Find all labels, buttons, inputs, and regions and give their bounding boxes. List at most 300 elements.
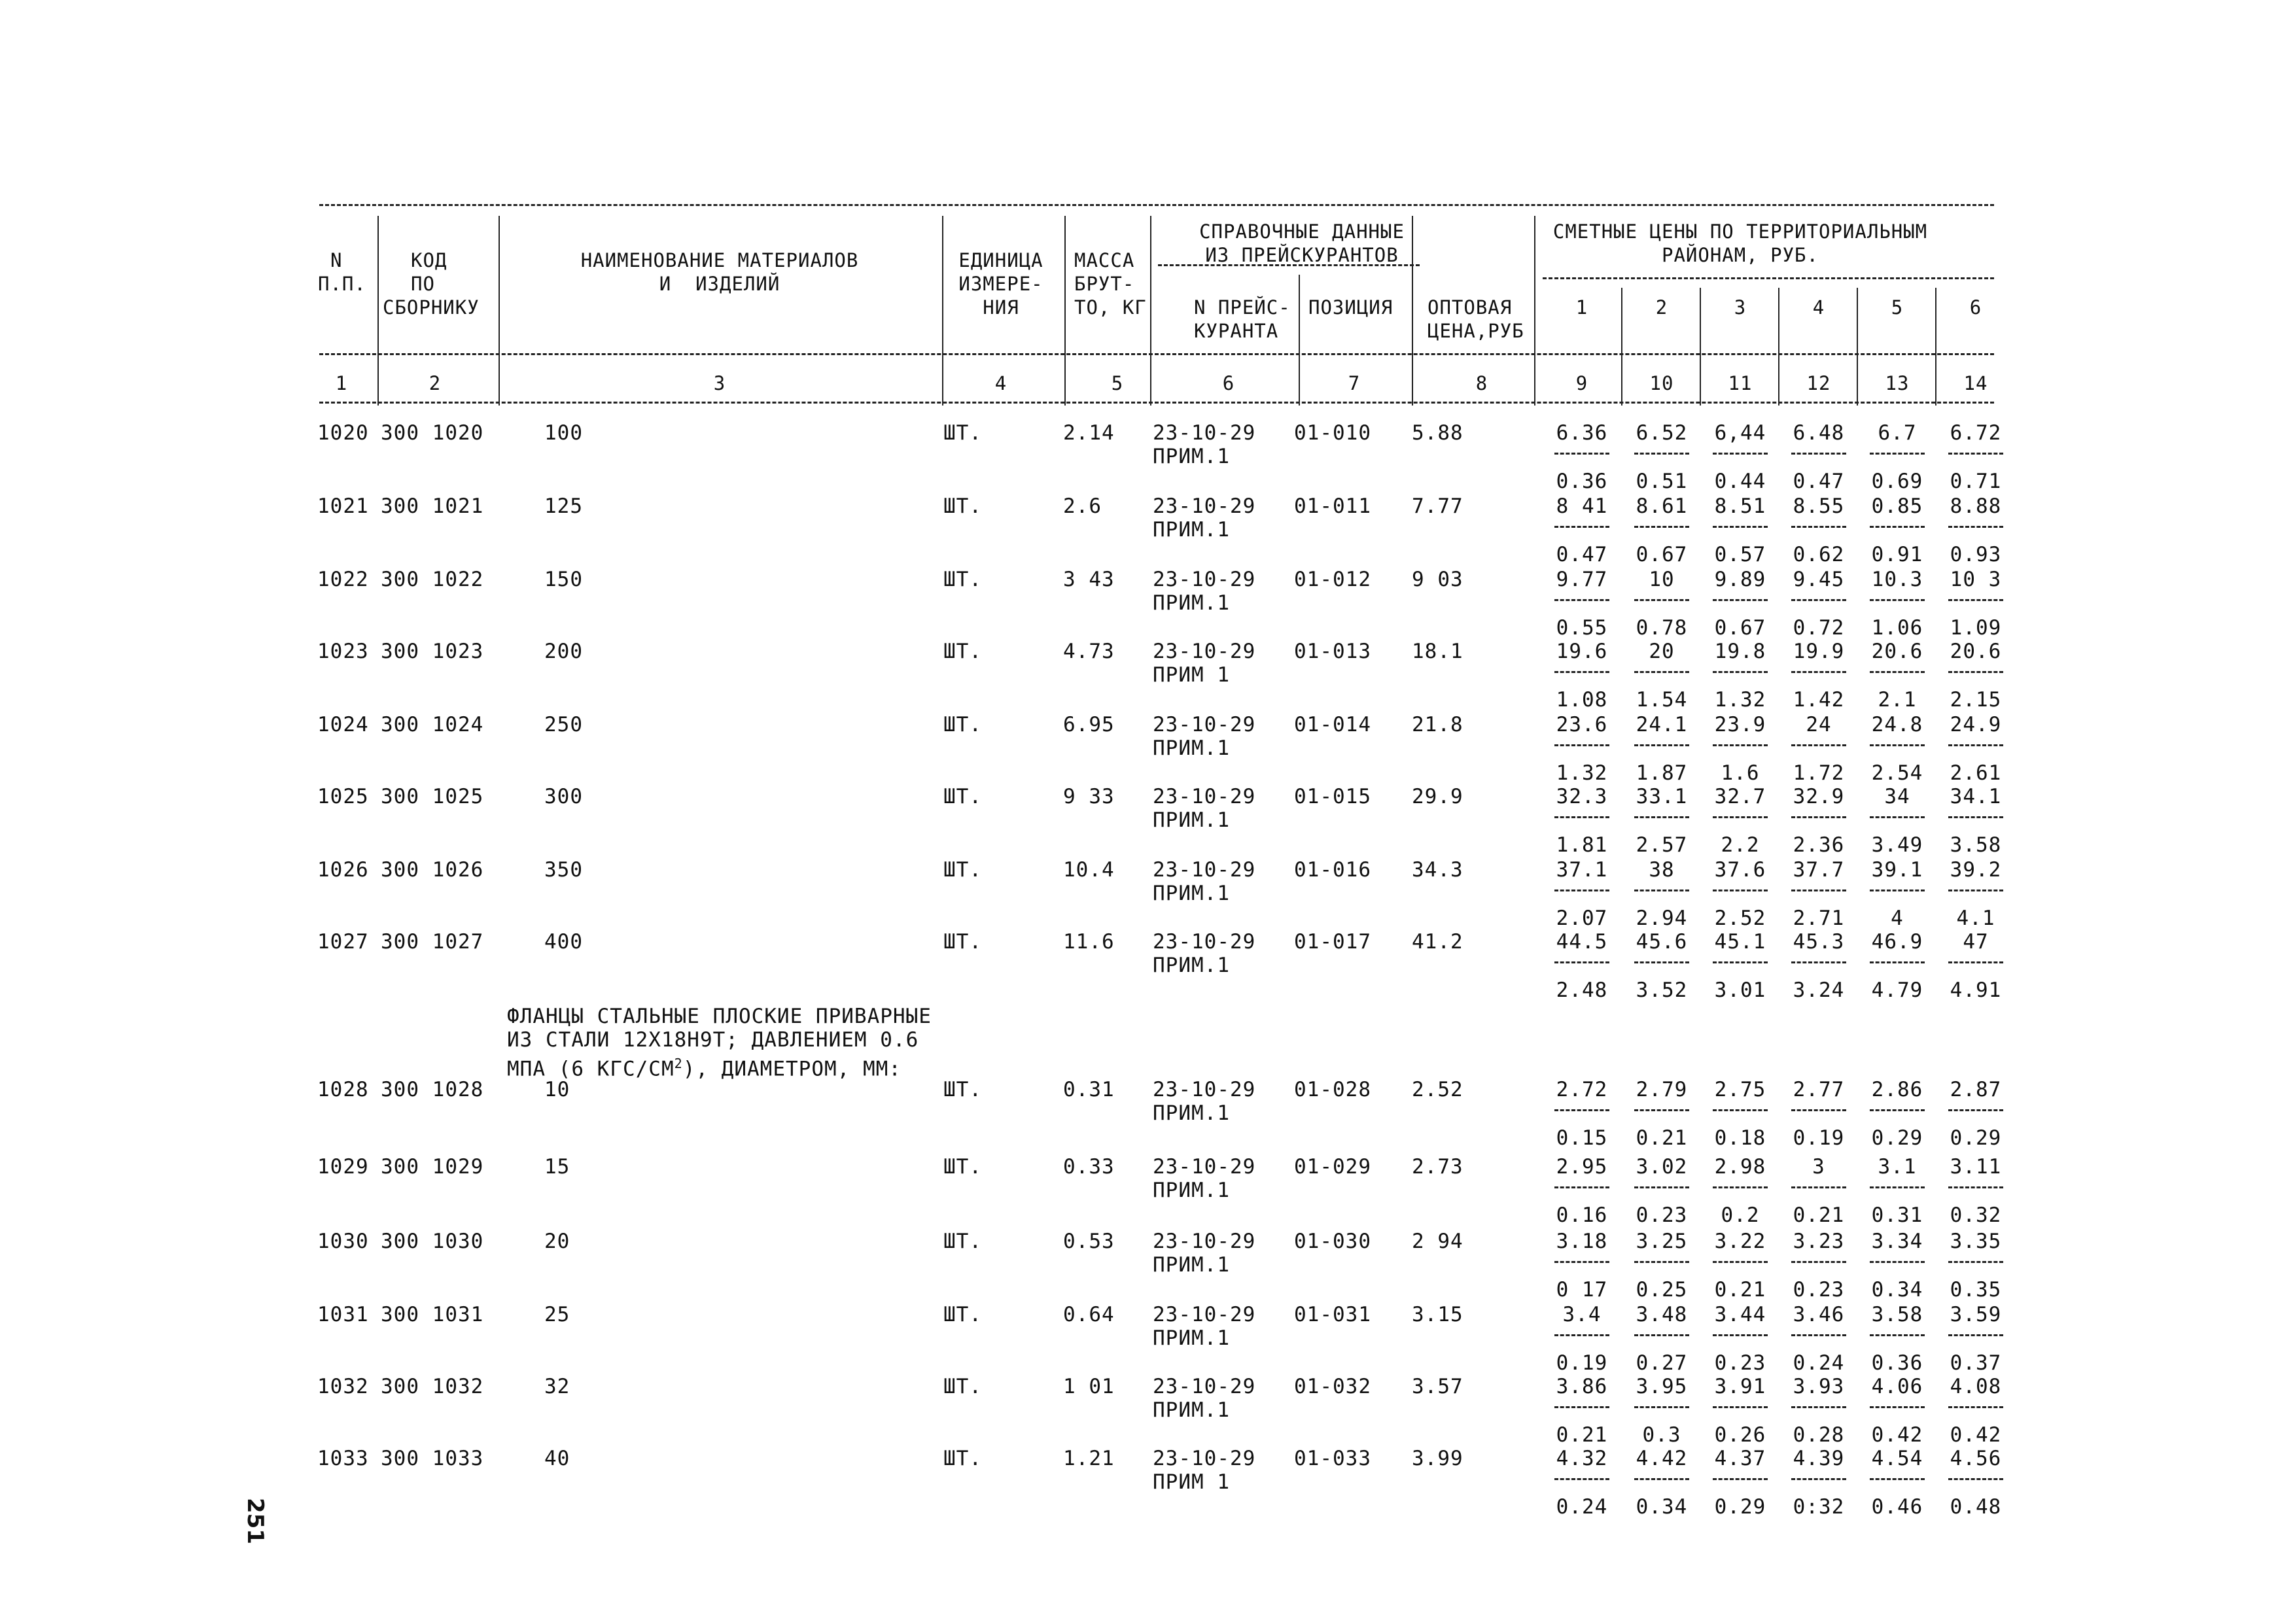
- cell-price: 3.99: [1412, 1447, 1463, 1470]
- fraction-bar: [1791, 1334, 1846, 1336]
- cell-region-3-price: 9.89: [1714, 568, 1766, 591]
- cell-region-3-surcharge: 2.2: [1721, 833, 1760, 857]
- fraction-bar: [1791, 1261, 1846, 1263]
- fraction-bar: [1713, 1261, 1768, 1263]
- cell-region-5-surcharge: 0.34: [1871, 1278, 1923, 1302]
- cell-region-1-surcharge: 0.24: [1556, 1495, 1608, 1519]
- cell-mass: 6.95: [1063, 713, 1115, 736]
- cell-region-5-surcharge: 0.91: [1871, 543, 1923, 566]
- cell-region-4-price: 32.9: [1793, 785, 1845, 808]
- cell-region-1-surcharge: 0.36: [1556, 470, 1608, 493]
- cell-region-6-price: 10 3: [1950, 568, 2002, 591]
- fraction-bar: [1713, 453, 1768, 455]
- cell-region-1-surcharge: 2.07: [1556, 907, 1608, 930]
- header-col-4-line-2: ИЗМЕРЕ-: [958, 273, 1043, 295]
- header-divider: [1412, 216, 1413, 406]
- column-number-8: 8: [1475, 372, 1488, 394]
- cell-pos: 01-028: [1294, 1078, 1371, 1101]
- column-number-12: 12: [1806, 372, 1831, 394]
- cell-n: 1028: [317, 1078, 369, 1101]
- fraction-bar: [1870, 816, 1925, 818]
- fraction-bar: [1713, 890, 1768, 891]
- cell-name: 10: [544, 1078, 570, 1101]
- header-region-4: 4: [1812, 296, 1825, 319]
- cell-mass: 10.4: [1063, 858, 1115, 882]
- fraction-bar: [1713, 1109, 1768, 1111]
- cell-region-6-surcharge: 0.71: [1950, 470, 2002, 493]
- cell-pk2: ПРИМ.1: [1153, 1326, 1230, 1350]
- cell-region-5-surcharge: 0.29: [1871, 1126, 1923, 1150]
- cell-region-6-surcharge: 2.15: [1950, 688, 2002, 712]
- fraction-bar: [1554, 961, 1609, 963]
- cell-pk2: ПРИМ.1: [1153, 1398, 1230, 1422]
- fraction-bar: [1713, 526, 1768, 528]
- fraction-bar: [1634, 961, 1689, 963]
- header-col-5-line-1: МАССА: [1074, 249, 1135, 271]
- cell-unit: ШТ.: [943, 1375, 982, 1398]
- cell-region-6-surcharge: 0.37: [1950, 1351, 2002, 1375]
- column-number-2: 2: [429, 372, 442, 394]
- column-number-4: 4: [994, 372, 1007, 394]
- cell-name: 100: [544, 421, 583, 445]
- region-group-rule: [1543, 277, 1994, 279]
- column-number-7: 7: [1348, 372, 1361, 394]
- header-region-5: 5: [1891, 296, 1904, 319]
- cell-region-2-price: 3.95: [1636, 1375, 1688, 1398]
- cell-region-2-surcharge: 1.54: [1636, 688, 1688, 712]
- fraction-bar: [1870, 890, 1925, 891]
- cell-unit: ШТ.: [943, 421, 982, 445]
- header-bottom-rule: [319, 353, 1994, 355]
- header-divider: [1857, 288, 1858, 406]
- fraction-bar: [1791, 599, 1846, 601]
- cell-region-5-price: 39.1: [1871, 858, 1923, 882]
- cell-region-2-price: 33.1: [1636, 785, 1688, 808]
- cell-pk2: ПРИМ 1: [1153, 663, 1230, 687]
- cell-region-6-surcharge: 4.1: [1956, 907, 1995, 930]
- cell-mass: 11.6: [1063, 930, 1115, 954]
- cell-region-3-price: 4.37: [1714, 1447, 1766, 1470]
- header-divider: [1935, 288, 1936, 406]
- column-number-9: 9: [1575, 372, 1588, 394]
- cell-region-6-price: 47: [1963, 930, 1989, 954]
- cell-pk: 23-10-29: [1153, 858, 1256, 882]
- fraction-bar: [1713, 599, 1768, 601]
- cell-region-5-surcharge: 2.1: [1878, 688, 1917, 712]
- cell-pk2: ПРИМ.1: [1153, 736, 1230, 760]
- fraction-bar: [1948, 671, 2003, 673]
- header-col-3-line-2: И ИЗДЕЛИЙ: [659, 273, 780, 295]
- cell-region-4-surcharge: 0.62: [1793, 543, 1845, 566]
- cell-price: 41.2: [1412, 930, 1463, 954]
- section-heading-line-2: ИЗ СТАЛИ 12Х18Н9Т; ДАВЛЕНИЕМ 0.6: [507, 1028, 919, 1052]
- fraction-bar: [1870, 1261, 1925, 1263]
- cell-region-2-price: 3.02: [1636, 1155, 1688, 1179]
- cell-region-6-price: 4.08: [1950, 1375, 2002, 1398]
- cell-name: 350: [544, 858, 583, 882]
- cell-mass: 4.73: [1063, 640, 1115, 663]
- cell-region-1-surcharge: 0 17: [1556, 1278, 1608, 1302]
- cell-unit: ШТ.: [943, 1447, 982, 1470]
- fraction-bar: [1791, 744, 1846, 746]
- fraction-bar: [1713, 744, 1768, 746]
- fraction-bar: [1634, 1478, 1689, 1480]
- fraction-bar: [1870, 1109, 1925, 1111]
- cell-pk: 23-10-29: [1153, 1303, 1256, 1326]
- cell-pk2: ПРИМ.1: [1153, 1101, 1230, 1125]
- cell-pk: 23-10-29: [1153, 568, 1256, 591]
- cell-region-1-price: 8 41: [1556, 494, 1608, 518]
- cell-region-2-price: 45.6: [1636, 930, 1688, 954]
- fraction-bar: [1948, 1406, 2003, 1408]
- cell-pk: 23-10-29: [1153, 1078, 1256, 1101]
- header-col-1-line-1: N: [330, 249, 343, 271]
- cell-region-4-surcharge: 0.21: [1793, 1203, 1845, 1227]
- cell-region-5-surcharge: 0.36: [1871, 1351, 1923, 1375]
- cell-region-3-price: 32.7: [1714, 785, 1766, 808]
- cell-region-6-price: 20.6: [1950, 640, 2002, 663]
- cell-unit: ШТ.: [943, 785, 982, 808]
- cell-region-3-surcharge: 0.2: [1721, 1203, 1760, 1227]
- cell-n: 1021: [317, 494, 369, 518]
- cell-region-1-price: 3.86: [1556, 1375, 1608, 1398]
- cell-region-3-surcharge: 2.52: [1714, 907, 1766, 930]
- fraction-bar: [1634, 1334, 1689, 1336]
- cell-region-1-price: 3.4: [1562, 1303, 1602, 1326]
- fraction-bar: [1948, 526, 2003, 528]
- cell-n: 1029: [317, 1155, 369, 1179]
- cell-region-1-price: 37.1: [1556, 858, 1608, 882]
- ref-group-rule: [1158, 264, 1420, 266]
- cell-n: 1033: [317, 1447, 369, 1470]
- cell-region-4-surcharge: 1.72: [1793, 761, 1845, 785]
- cell-mass: 0.31: [1063, 1078, 1115, 1101]
- fraction-bar: [1948, 1109, 2003, 1111]
- fraction-bar: [1634, 453, 1689, 455]
- cell-code: 300 1030: [381, 1230, 484, 1253]
- header-col-4-line-3: НИЯ: [983, 296, 1019, 319]
- cell-name: 40: [544, 1447, 570, 1470]
- column-number-6: 6: [1222, 372, 1235, 394]
- cell-n: 1027: [317, 930, 369, 954]
- cell-n: 1024: [317, 713, 369, 736]
- cell-region-3-price: 6,44: [1714, 421, 1766, 445]
- fraction-bar: [1554, 1186, 1609, 1188]
- cell-region-3-surcharge: 1.6: [1721, 761, 1760, 785]
- cell-unit: ШТ.: [943, 930, 982, 954]
- cell-code: 300 1021: [381, 494, 484, 518]
- cell-region-4-price: 4.39: [1793, 1447, 1845, 1470]
- cell-region-1-surcharge: 0.47: [1556, 543, 1608, 566]
- cell-unit: ШТ.: [943, 494, 982, 518]
- fraction-bar: [1791, 526, 1846, 528]
- cell-n: 1032: [317, 1375, 369, 1398]
- header-col-6-line-1: N ПРЕЙС-: [1194, 296, 1291, 319]
- cell-region-2-price: 8.61: [1636, 494, 1688, 518]
- cell-region-5-price: 46.9: [1871, 930, 1923, 954]
- header-divider: [499, 216, 500, 406]
- cell-pk: 23-10-29: [1153, 1447, 1256, 1470]
- cell-region-1-price: 9.77: [1556, 568, 1608, 591]
- fraction-bar: [1791, 961, 1846, 963]
- cell-region-1-surcharge: 0.16: [1556, 1203, 1608, 1227]
- cell-region-1-price: 3.18: [1556, 1230, 1608, 1253]
- fraction-bar: [1634, 890, 1689, 891]
- cell-region-6-price: 3.59: [1950, 1303, 2002, 1326]
- header-divider: [377, 216, 379, 406]
- cell-region-5-surcharge: 4: [1891, 907, 1904, 930]
- cell-region-4-price: 19.9: [1793, 640, 1845, 663]
- cell-mass: 3 43: [1063, 568, 1115, 591]
- fraction-bar: [1554, 1261, 1609, 1263]
- header-col-7: ПОЗИЦИЯ: [1308, 296, 1393, 319]
- cell-unit: ШТ.: [943, 858, 982, 882]
- fraction-bar: [1948, 890, 2003, 891]
- cell-region-4-price: 3.46: [1793, 1303, 1845, 1326]
- cell-region-2-surcharge: 0.23: [1636, 1203, 1688, 1227]
- header-col-4-line-1: ЕДИНИЦА: [958, 249, 1043, 271]
- cell-region-1-price: 4.32: [1556, 1447, 1608, 1470]
- cell-price: 3.15: [1412, 1303, 1463, 1326]
- cell-region-2-surcharge: 2.57: [1636, 833, 1688, 857]
- cell-price: 29.9: [1412, 785, 1463, 808]
- cell-region-3-surcharge: 0.21: [1714, 1278, 1766, 1302]
- header-divider: [1150, 216, 1151, 406]
- cell-region-5-price: 2.86: [1871, 1078, 1923, 1101]
- cell-region-4-price: 8.55: [1793, 494, 1845, 518]
- cell-region-4-surcharge: 1.42: [1793, 688, 1845, 712]
- cell-region-5-price: 3.34: [1871, 1230, 1923, 1253]
- cell-region-5-surcharge: 0.42: [1871, 1423, 1923, 1447]
- section-heading-line-3: МПА (6 КГС/$СМ^2$), ДИАМЕТРОМ, ММ:: [507, 1056, 902, 1081]
- fraction-bar: [1713, 1334, 1768, 1336]
- cell-region-5-surcharge: 4.79: [1871, 978, 1923, 1002]
- header-region-1: 1: [1575, 296, 1588, 319]
- cell-region-5-surcharge: 0.69: [1871, 470, 1923, 493]
- header-divider: [1621, 288, 1622, 406]
- cell-region-4-price: 3.23: [1793, 1230, 1845, 1253]
- cell-region-6-surcharge: 0.93: [1950, 543, 2002, 566]
- cell-region-3-price: 23.9: [1714, 713, 1766, 736]
- cell-pos: 01-014: [1294, 713, 1371, 736]
- cell-pk: 23-10-29: [1153, 640, 1256, 663]
- header-divider: [1299, 275, 1300, 406]
- cell-code: 300 1024: [381, 713, 484, 736]
- cell-n: 1030: [317, 1230, 369, 1253]
- cell-region-1-price: 44.5: [1556, 930, 1608, 954]
- cell-pk2: ПРИМ.1: [1153, 518, 1230, 542]
- fraction-bar: [1634, 1261, 1689, 1263]
- cell-region-1-surcharge: 1.32: [1556, 761, 1608, 785]
- column-number-14: 14: [1963, 372, 1988, 394]
- cell-pos: 01-013: [1294, 640, 1371, 663]
- cell-pk2: ПРИМ 1: [1153, 1470, 1230, 1494]
- fraction-bar: [1870, 1186, 1925, 1188]
- cell-pk: 23-10-29: [1153, 930, 1256, 954]
- fraction-bar: [1870, 744, 1925, 746]
- cell-region-1-surcharge: 0.15: [1556, 1126, 1608, 1150]
- cell-region-2-surcharge: 0.27: [1636, 1351, 1688, 1375]
- cell-region-5-price: 0.85: [1871, 494, 1923, 518]
- cell-mass: 9 33: [1063, 785, 1115, 808]
- cell-region-3-price: 3.44: [1714, 1303, 1766, 1326]
- page-number: 251: [242, 1498, 268, 1544]
- cell-region-2-surcharge: 2.94: [1636, 907, 1688, 930]
- fraction-bar: [1870, 526, 1925, 528]
- cell-region-3-price: 45.1: [1714, 930, 1766, 954]
- cell-region-3-price: 2.98: [1714, 1155, 1766, 1179]
- header-divider: [1700, 288, 1701, 406]
- cell-price: 9 03: [1412, 568, 1463, 591]
- header-col-2-line-1: КОД: [411, 249, 447, 271]
- cell-region-2-price: 6.52: [1636, 421, 1688, 445]
- header-region-group-line-2: РАЙОНАМ, РУБ.: [1662, 244, 1819, 266]
- cell-code: 300 1031: [381, 1303, 484, 1326]
- fraction-bar: [1948, 1334, 2003, 1336]
- cell-region-6-surcharge: 0.32: [1950, 1203, 2002, 1227]
- cell-region-5-price: 34: [1884, 785, 1910, 808]
- cell-pk2: ПРИМ.1: [1153, 954, 1230, 977]
- fraction-bar: [1713, 1186, 1768, 1188]
- cell-name: 150: [544, 568, 583, 591]
- column-number-1: 1: [335, 372, 348, 394]
- cell-region-3-surcharge: 0.18: [1714, 1126, 1766, 1150]
- fraction-bar: [1870, 1334, 1925, 1336]
- cell-unit: ШТ.: [943, 1078, 982, 1101]
- fraction-bar: [1634, 1406, 1689, 1408]
- column-number-5: 5: [1111, 372, 1124, 394]
- cell-region-5-price: 6.7: [1878, 421, 1917, 445]
- cell-region-2-surcharge: 0.34: [1636, 1495, 1688, 1519]
- fraction-bar: [1554, 453, 1609, 455]
- cell-region-3-surcharge: 3.01: [1714, 978, 1766, 1002]
- header-col-3-line-1: НАИМЕНОВАНИЕ МАТЕРИАЛОВ: [580, 249, 859, 271]
- fraction-bar: [1554, 671, 1609, 673]
- fraction-bar: [1791, 816, 1846, 818]
- cell-region-3-surcharge: 0.44: [1714, 470, 1766, 493]
- cell-region-2-surcharge: 0.3: [1642, 1423, 1681, 1447]
- cell-pk: 23-10-29: [1153, 785, 1256, 808]
- cell-region-3-price: 19.8: [1714, 640, 1766, 663]
- cell-pk: 23-10-29: [1153, 1375, 1256, 1398]
- cell-region-2-surcharge: 0.25: [1636, 1278, 1688, 1302]
- cell-region-5-surcharge: 0.46: [1871, 1495, 1923, 1519]
- cell-price: 2.73: [1412, 1155, 1463, 1179]
- header-col-8-line-2: ЦЕНА,РУБ: [1428, 320, 1524, 342]
- cell-pk2: ПРИМ.1: [1153, 591, 1230, 615]
- section-heading-superscript: 2: [674, 1056, 683, 1071]
- fraction-bar: [1713, 816, 1768, 818]
- cell-code: 300 1026: [381, 858, 484, 882]
- cell-code: 300 1023: [381, 640, 484, 663]
- cell-region-6-surcharge: 1.09: [1950, 616, 2002, 640]
- cell-region-4-surcharge: 0.24: [1793, 1351, 1845, 1375]
- cell-unit: ШТ.: [943, 1303, 982, 1326]
- cell-mass: 2.6: [1063, 494, 1102, 518]
- cell-region-3-price: 37.6: [1714, 858, 1766, 882]
- cell-pk2: ПРИМ.1: [1153, 1179, 1230, 1202]
- cell-price: 5.88: [1412, 421, 1463, 445]
- fraction-bar: [1870, 961, 1925, 963]
- cell-price: 2.52: [1412, 1078, 1463, 1101]
- cell-region-3-price: 8.51: [1714, 494, 1766, 518]
- fraction-bar: [1948, 1478, 2003, 1480]
- cell-region-3-surcharge: 0.57: [1714, 543, 1766, 566]
- cell-name: 32: [544, 1375, 570, 1398]
- cell-region-3-price: 2.75: [1714, 1078, 1766, 1101]
- cell-region-5-price: 24.8: [1871, 713, 1923, 736]
- cell-region-3-surcharge: 0.26: [1714, 1423, 1766, 1447]
- cell-region-1-price: 2.72: [1556, 1078, 1608, 1101]
- cell-pos: 01-015: [1294, 785, 1371, 808]
- header-ref-group-line-1: СПРАВОЧНЫЕ ДАННЫЕ: [1199, 220, 1405, 243]
- cell-pos: 01-011: [1294, 494, 1371, 518]
- cell-pos: 01-017: [1294, 930, 1371, 954]
- cell-region-2-price: 20: [1649, 640, 1675, 663]
- cell-region-2-price: 3.25: [1636, 1230, 1688, 1253]
- fraction-bar: [1948, 961, 2003, 963]
- fraction-bar: [1713, 961, 1768, 963]
- cell-pos: 01-010: [1294, 421, 1371, 445]
- cell-code: 300 1033: [381, 1447, 484, 1470]
- cell-pk: 23-10-29: [1153, 421, 1256, 445]
- cell-region-2-price: 24.1: [1636, 713, 1688, 736]
- cell-region-2-surcharge: 0.21: [1636, 1126, 1688, 1150]
- fraction-bar: [1948, 599, 2003, 601]
- cell-region-4-price: 3: [1812, 1155, 1825, 1179]
- fraction-bar: [1554, 599, 1609, 601]
- cell-price: 7.77: [1412, 494, 1463, 518]
- cell-unit: ШТ.: [943, 1230, 982, 1253]
- fraction-bar: [1948, 816, 2003, 818]
- fraction-bar: [1554, 526, 1609, 528]
- fraction-bar: [1634, 744, 1689, 746]
- cell-code: 300 1028: [381, 1078, 484, 1101]
- header-region-6: 6: [1969, 296, 1982, 319]
- cell-region-2-price: 2.79: [1636, 1078, 1688, 1101]
- section-heading-line-1: ФЛАНЦЫ СТАЛЬНЫЕ ПЛОСКИЕ ПРИВАРНЫЕ: [507, 1005, 932, 1028]
- cell-code: 300 1025: [381, 785, 484, 808]
- cell-region-3-surcharge: 0.23: [1714, 1351, 1766, 1375]
- fraction-bar: [1870, 1478, 1925, 1480]
- column-number-11: 11: [1728, 372, 1753, 394]
- cell-price: 18.1: [1412, 640, 1463, 663]
- cell-region-5-price: 4.54: [1871, 1447, 1923, 1470]
- header-divider: [1778, 288, 1779, 406]
- cell-region-6-price: 24.9: [1950, 713, 2002, 736]
- header-divider: [1064, 216, 1066, 406]
- cell-region-2-surcharge: 0.51: [1636, 470, 1688, 493]
- cell-unit: ШТ.: [943, 568, 982, 591]
- cell-region-5-surcharge: 0.31: [1871, 1203, 1923, 1227]
- header-region-3: 3: [1734, 296, 1747, 319]
- fraction-bar: [1554, 1109, 1609, 1111]
- cell-pos: 01-031: [1294, 1303, 1371, 1326]
- cell-region-2-price: 10: [1649, 568, 1675, 591]
- cell-code: 300 1020: [381, 421, 484, 445]
- cell-region-2-surcharge: 1.87: [1636, 761, 1688, 785]
- cell-pk: 23-10-29: [1153, 1230, 1256, 1253]
- header-ref-group-line-2: ИЗ ПРЕЙСКУРАНТОВ: [1205, 244, 1399, 266]
- fraction-bar: [1554, 744, 1609, 746]
- fraction-bar: [1870, 671, 1925, 673]
- cell-pk2: ПРИМ.1: [1153, 882, 1230, 905]
- cell-mass: 2.14: [1063, 421, 1115, 445]
- cell-unit: ШТ.: [943, 640, 982, 663]
- cell-price: 21.8: [1412, 713, 1463, 736]
- cell-region-6-surcharge: 0.35: [1950, 1278, 2002, 1302]
- column-number-10: 10: [1649, 372, 1674, 394]
